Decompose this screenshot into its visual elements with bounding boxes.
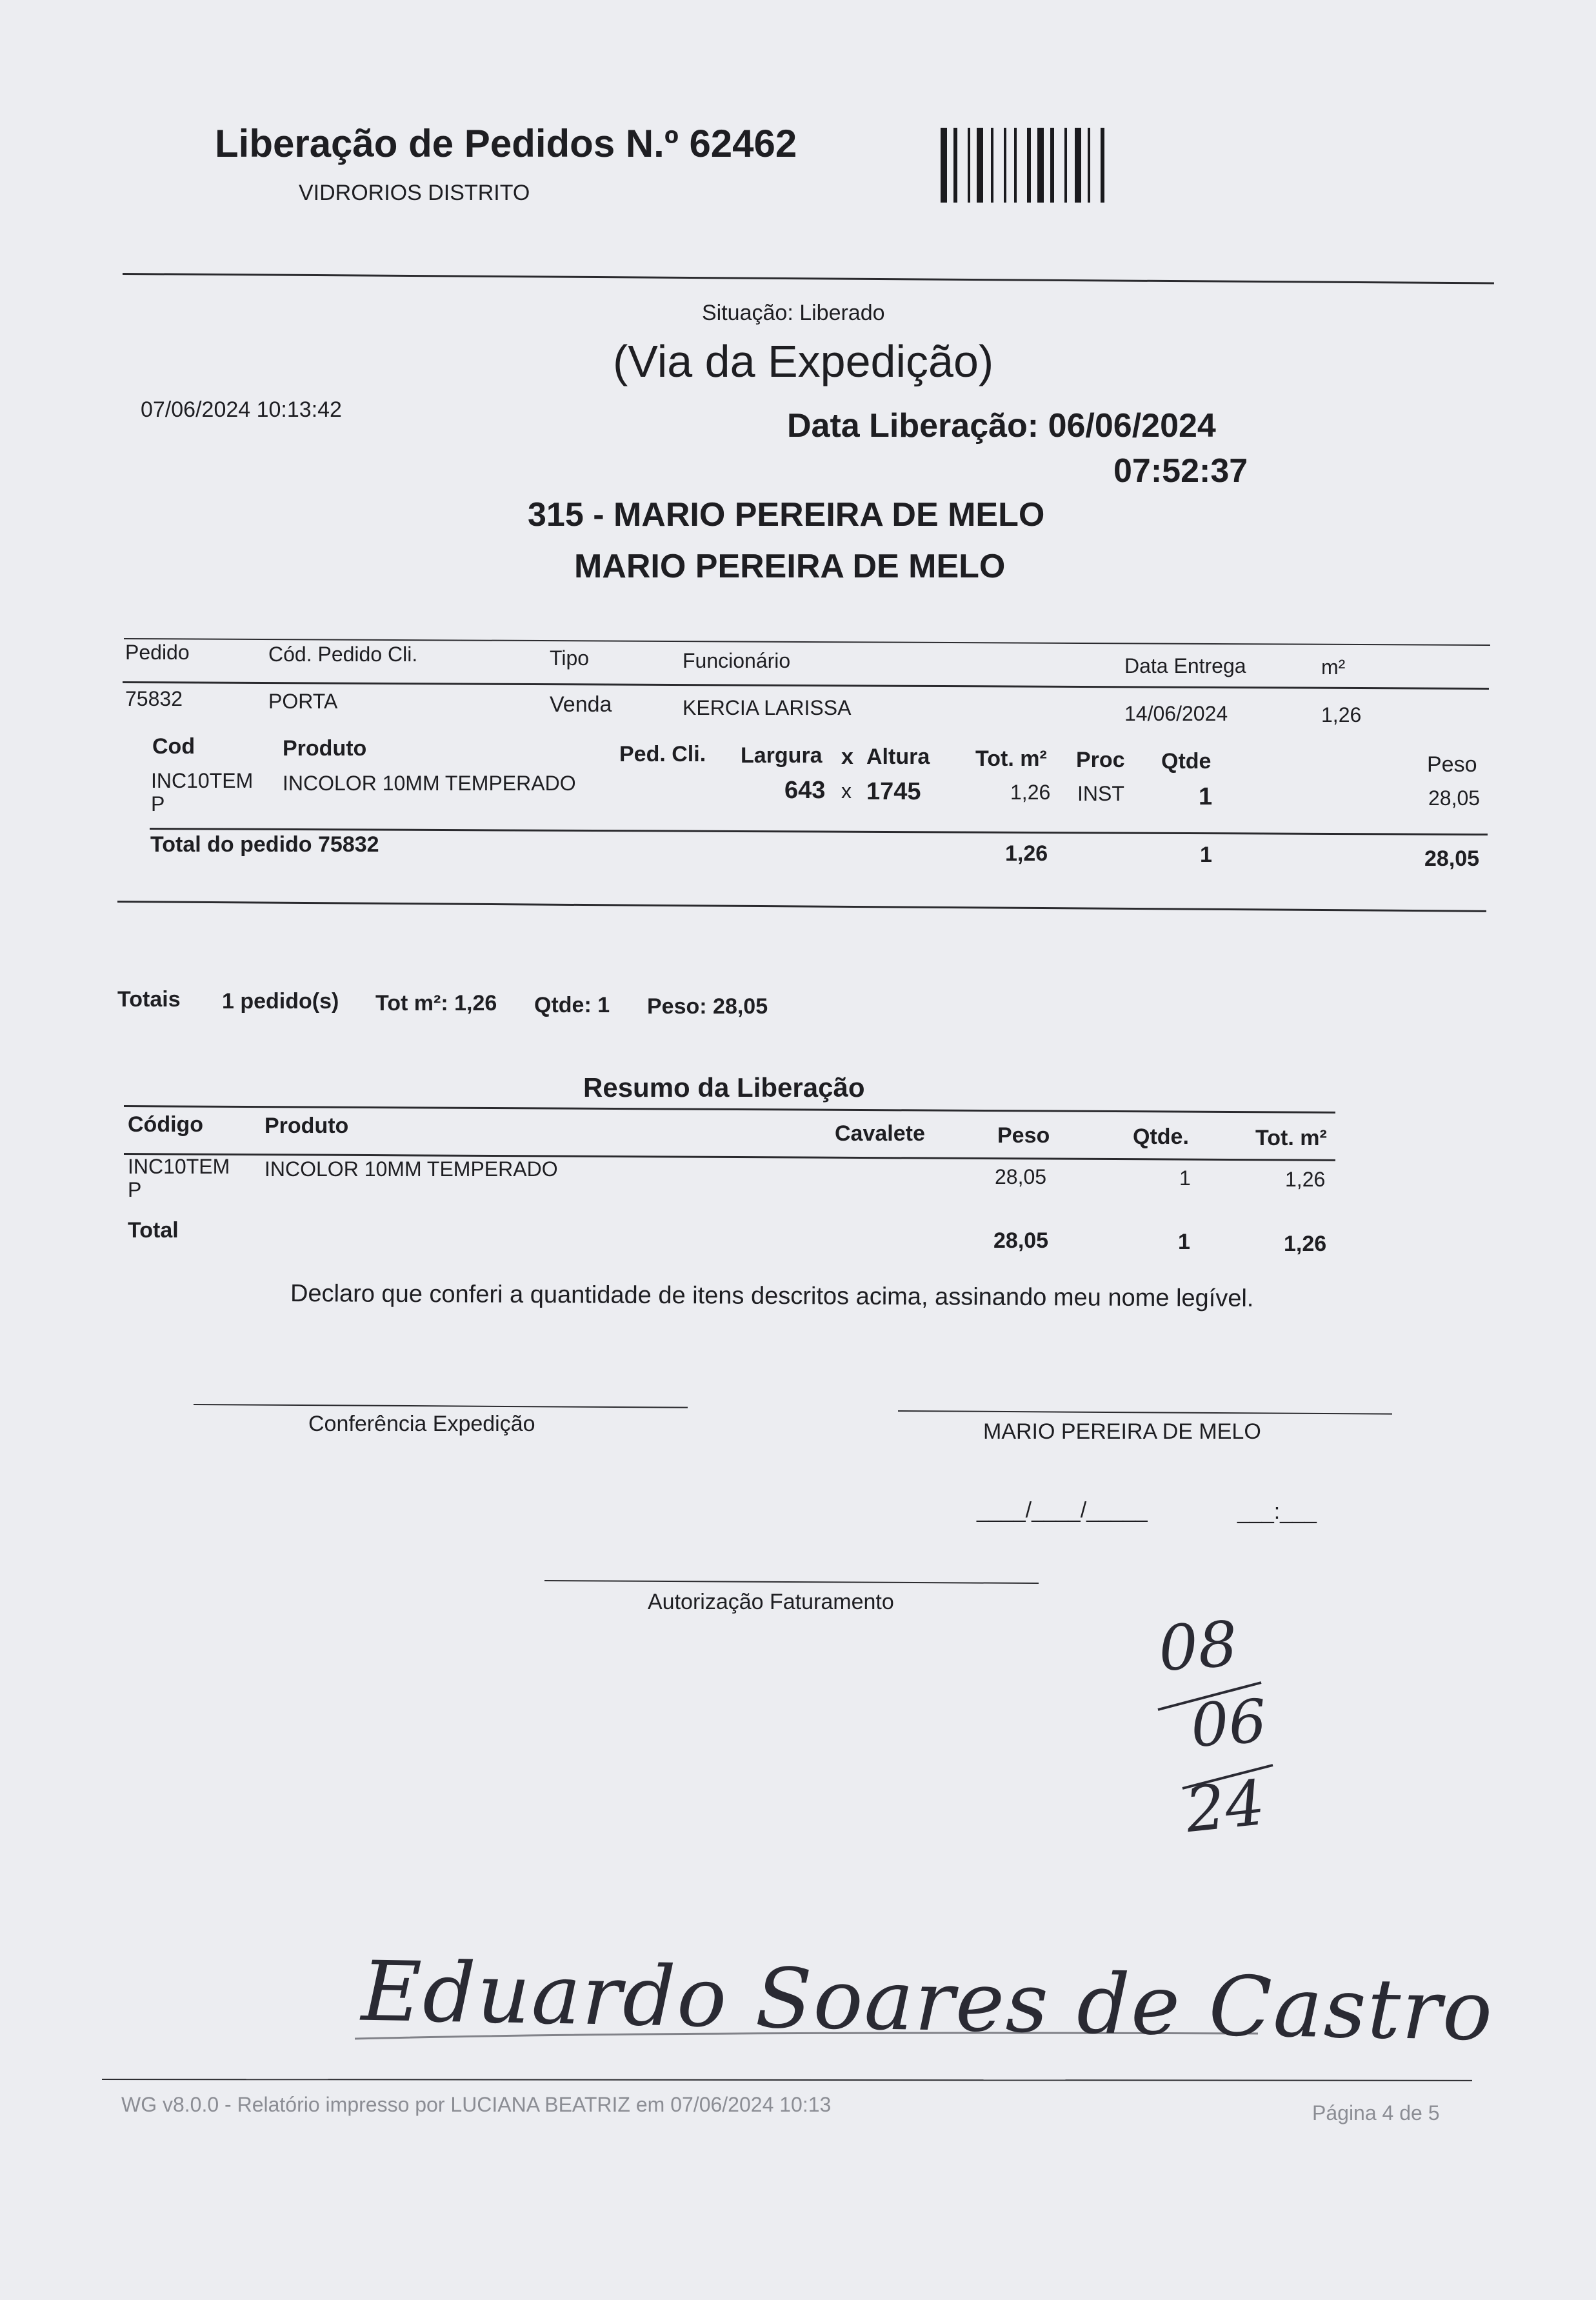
autorizacao-signature-line bbox=[544, 1580, 1039, 1584]
col-cod-pedido-cli: Cód. Pedido Cli. bbox=[268, 643, 418, 666]
footer-rule bbox=[102, 2079, 1472, 2081]
order-total-m2: 1,26 bbox=[1005, 841, 1048, 866]
item-col-peso: Peso bbox=[1427, 752, 1477, 777]
item-col-tot-m2: Tot. m² bbox=[975, 746, 1047, 771]
order-data-entrega: 14/06/2024 bbox=[1124, 702, 1228, 725]
summary-total-qtde: 1 bbox=[1178, 1230, 1190, 1254]
order-funcionario: KERCIA LARISSA bbox=[683, 696, 852, 719]
item-qtde: 1 bbox=[1199, 783, 1213, 810]
order-cod-pedido-cli: PORTA bbox=[268, 690, 338, 713]
order-table-header-rule bbox=[123, 681, 1489, 690]
item-col-x: x bbox=[841, 745, 853, 769]
summary-total-m2: 1,26 bbox=[1284, 1232, 1327, 1256]
item-cod-line1: INC10TEM bbox=[151, 769, 254, 792]
summary-top-rule bbox=[124, 1105, 1335, 1114]
item-altura: 1745 bbox=[866, 778, 921, 805]
summary-col-produto: Produto bbox=[264, 1114, 349, 1138]
date-blank: ____/____/_____ bbox=[977, 1498, 1148, 1523]
conferencia-signature-line bbox=[194, 1404, 688, 1408]
order-pedido: 75832 bbox=[125, 687, 183, 710]
handwritten-day: 08 bbox=[1156, 1607, 1240, 1686]
col-tipo: Tipo bbox=[550, 646, 590, 670]
conferencia-label: Conferência Expedição bbox=[308, 1412, 535, 1436]
client-signature-line bbox=[898, 1410, 1392, 1415]
document-title: Liberação de Pedidos N.º 62462 bbox=[215, 122, 797, 165]
item-col-largura: Largura bbox=[741, 743, 823, 768]
col-m2: m² bbox=[1321, 655, 1346, 679]
item-col-proc: Proc bbox=[1076, 748, 1125, 772]
item-tot-m2: 1,26 bbox=[1010, 781, 1051, 804]
summary-col-tot-m2: Tot. m² bbox=[1255, 1126, 1327, 1150]
col-funcionario: Funcionário bbox=[683, 649, 791, 672]
release-date: Data Liberação: 06/06/2024 bbox=[787, 407, 1216, 445]
summary-peso: 28,05 bbox=[995, 1165, 1047, 1188]
summary-col-codigo: Código bbox=[128, 1112, 204, 1137]
item-produto: INCOLOR 10MM TEMPERADO bbox=[283, 772, 576, 795]
summary-codigo-line2: P bbox=[128, 1178, 142, 1201]
header-divider bbox=[123, 273, 1494, 284]
item-col-qtde: Qtde bbox=[1161, 749, 1212, 774]
summary-total-label: Total bbox=[128, 1218, 179, 1243]
status-text: Situação: Liberado bbox=[702, 301, 885, 325]
totals-label: Totais bbox=[117, 987, 181, 1012]
item-x: x bbox=[841, 779, 852, 803]
item-col-produto: Produto bbox=[283, 736, 367, 761]
order-tipo: Venda bbox=[550, 692, 612, 717]
totals-m2: Tot m²: 1,26 bbox=[375, 991, 497, 1015]
item-proc: INST bbox=[1077, 782, 1124, 805]
printed-at: 07/06/2024 10:13:42 bbox=[141, 397, 342, 422]
order-total-peso: 28,05 bbox=[1424, 846, 1480, 871]
order-m2: 1,26 bbox=[1321, 703, 1362, 726]
order-section-end-rule bbox=[117, 901, 1486, 912]
col-data-entrega: Data Entrega bbox=[1124, 654, 1246, 677]
footer-report-info: WG v8.0.0 - Relatório impresso por LUCIANA BEATRIZ em 07/06/2024 10:13 bbox=[121, 2093, 832, 2116]
summary-total-peso: 28,05 bbox=[993, 1228, 1049, 1253]
totals-peso: Peso: 28,05 bbox=[647, 994, 768, 1019]
company-name: VIDRORIOS DISTRITO bbox=[299, 181, 530, 205]
item-col-ped-cli: Ped. Cli. bbox=[619, 742, 706, 766]
totals-qtde: Qtde: 1 bbox=[534, 993, 610, 1017]
declaration-text: Declaro que conferi a quantidade de itens descritos acima, assinando meu nome legível. bbox=[290, 1280, 1254, 1312]
totals-pedidos: 1 pedido(s) bbox=[222, 989, 339, 1014]
summary-produto: INCOLOR 10MM TEMPERADO bbox=[264, 1157, 558, 1181]
client-signature-name: MARIO PEREIRA DE MELO bbox=[983, 1419, 1261, 1444]
time-blank: ___:___ bbox=[1237, 1499, 1317, 1524]
summary-title: Resumo da Liberação bbox=[583, 1072, 865, 1103]
signature-underline-stroke bbox=[348, 2019, 1264, 2058]
handwritten-year: 24 bbox=[1182, 1766, 1268, 1847]
handwritten-month: 06 bbox=[1188, 1686, 1269, 1761]
client-line1: 315 - MARIO PEREIRA DE MELO bbox=[528, 496, 1045, 534]
summary-qtde: 1 bbox=[1179, 1166, 1191, 1190]
barcode-icon bbox=[941, 128, 1181, 203]
summary-tot-m2: 1,26 bbox=[1285, 1168, 1326, 1191]
footer-page-number: Página 4 de 5 bbox=[1312, 2101, 1440, 2125]
summary-codigo-line1: INC10TEM bbox=[128, 1155, 230, 1178]
client-line2: MARIO PEREIRA DE MELO bbox=[574, 548, 1006, 585]
copy-type: (Via da Expedição) bbox=[613, 336, 994, 386]
release-time: 07:52:37 bbox=[1113, 452, 1248, 490]
handwritten-signature: Eduardo Soares de Castro bbox=[360, 1943, 1495, 2060]
item-peso: 28,05 bbox=[1428, 786, 1481, 810]
autorizacao-label: Autorização Faturamento bbox=[648, 1590, 894, 1614]
summary-col-cavalete: Cavalete bbox=[835, 1121, 925, 1146]
order-total-label: Total do pedido 75832 bbox=[150, 832, 379, 857]
summary-col-peso: Peso bbox=[997, 1123, 1050, 1148]
item-col-cod: Cod bbox=[152, 734, 195, 759]
summary-col-qtde: Qtde. bbox=[1133, 1125, 1189, 1149]
order-total-qtde: 1 bbox=[1200, 843, 1212, 867]
item-cod-line2: P bbox=[151, 792, 165, 815]
item-largura: 643 bbox=[784, 777, 826, 804]
item-col-altura: Altura bbox=[866, 745, 930, 769]
col-pedido: Pedido bbox=[125, 641, 190, 664]
